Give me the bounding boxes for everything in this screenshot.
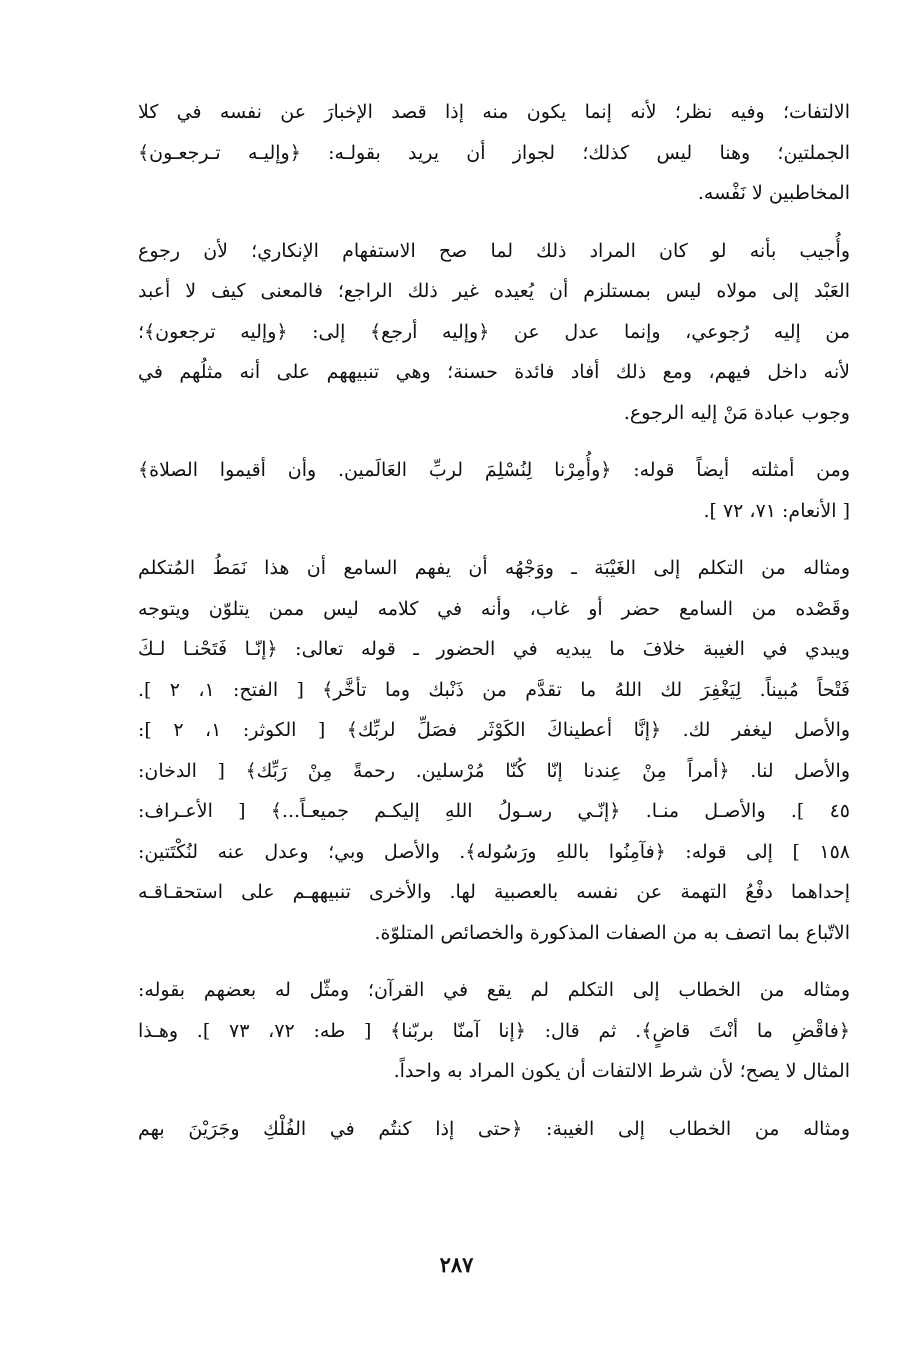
text-line: الجملتين؛ وهنا ليس كذلك؛ لجواز أن يريد بقولـه: ﴿وإليـه تـرجعـون﴾ <box>138 141 850 164</box>
page-number: ٢٨٧ <box>439 1252 474 1277</box>
text-line: فَتْحاً مُبيناً. لِيَغْفِرَ لك اللهُ ما تقدَّم من ذَنْبك وما تأخَّر﴾ [ الفتح: ١، ٢ ]. <box>138 678 850 701</box>
text-line: ومثاله من الخطاب إلى التكلم لم يقع في القرآن؛ ومثّل له بعضهم بقوله: <box>138 979 850 1001</box>
text-line: الاتّباع بما اتصف به من الصفات المذكورة والخصائص المتلوّة. <box>374 921 850 944</box>
paragraph-5 <box>138 970 850 1092</box>
text-line: ١٥٨ ] إلى قوله: ﴿فآمِنُوا باللهِ ورَسُوله﴾. والأصل وبي؛ وعدل عنه لنُكْتَتين: <box>138 840 850 863</box>
text-line: المخاطبين لا نَفْسه. <box>697 182 850 204</box>
paragraph-6 <box>138 1109 850 1150</box>
text-line: ﴿فاقْضِ ما أنْتَ قاضٍ﴾. ثم قال: ﴿إنا آمنّا بربّنا﴾ [ طه: ٧٢، ٧٣ ]. وهـذا <box>138 1019 850 1042</box>
paragraph-1 <box>138 92 850 214</box>
document-page <box>138 92 850 1292</box>
text-line: المثال لا يصح؛ لأن شرط الالتفات أن يكون المراد به واحداً. <box>393 1060 850 1082</box>
text-line: ٤٥ ]. والأصـل منـا. ﴿إنّـي رسـولُ اللهِ إليكـم جميعـاً...﴾ [ الأعـراف: <box>138 800 850 822</box>
text-line: ومثاله من الخطاب إلى الغيبة: ﴿حتى إذا كنتُم في الفُلْكِ وجَرَيْنَ بهم <box>138 1117 850 1140</box>
paragraph-3 <box>138 450 850 531</box>
text-line: ويبدي في الغيبة خلافَ ما يبديه في الحضور ـ قوله تعالى: ﴿إنّـا فَتَحْنـا لـكَ <box>138 638 850 660</box>
text-line: ومن أمثلته أيضاً قوله: ﴿وأُمِرْنا لِنُسْلِمَ لربِّ العَالَمين. وأن أقيموا الصلاة﴾ <box>138 459 850 481</box>
text-line: والأصل ليغفر لك. ﴿إنَّا أعطيناكَ الكَوْثَر فصَلِّ لربِّك﴾ [ الكوثر: ١، ٢ ]: <box>138 719 850 741</box>
text-line: إحداهما دفْعُ التهمة عن نفسه بالعصبية لها. والأخرى تنبيههـم على استحقـاقـه <box>138 881 850 903</box>
text-line: وجوب عبادة مَنْ إليه الرجوع. <box>623 401 850 424</box>
text-line: العَبْد إلى مولاه ليس بمستلزم أن يُعيده غير ذلك الراجع؛ فالمعنى كيف لا أعبد <box>138 280 850 302</box>
text-line: والأصل لنا. ﴿أمراً مِنْ عِندنا إنّا كُنّا مُرْسلين. رحمةً مِنْ رَبِّك﴾ [ الدخان: <box>138 759 850 782</box>
text-line: لأنه داخل فيهم، ومع ذلك أفاد فائدة حسنة؛ وهي تنبيههم على أنه مثلُهم في <box>138 361 850 383</box>
paragraph-4 <box>138 548 850 953</box>
text-line: من إليه رُجوعي، وإنما عدل عن ﴿وإليه أرجع﴾ إلى: ﴿وإليه ترجعون﴾؛ <box>138 320 850 343</box>
text-line: وأُجيب بأنه لو كان المراد ذلك لما صح الاستفهام الإنكاري؛ لأن رجوع <box>138 239 850 262</box>
text-line: الالتفات؛ وفيه نظر؛ لأنه إنما يكون منه إذا قصد الإخبارَ عن نفسه في كلا <box>138 101 850 123</box>
text-line: وقَصْده من السامع حضر أو غاب، وأنه في كلامه ليس ممن يتلوّن ويتوجه <box>138 597 850 620</box>
text-line: [ الأنعام: ٧١، ٧٢ ]. <box>703 499 850 522</box>
text-line: ومثاله من التكلم إلى الغَيْبَة ـ ووَجْهُه أن يفهم السامع أن هذا نَمَطُ المُتكلم <box>138 557 850 579</box>
paragraph-2 <box>138 231 850 434</box>
